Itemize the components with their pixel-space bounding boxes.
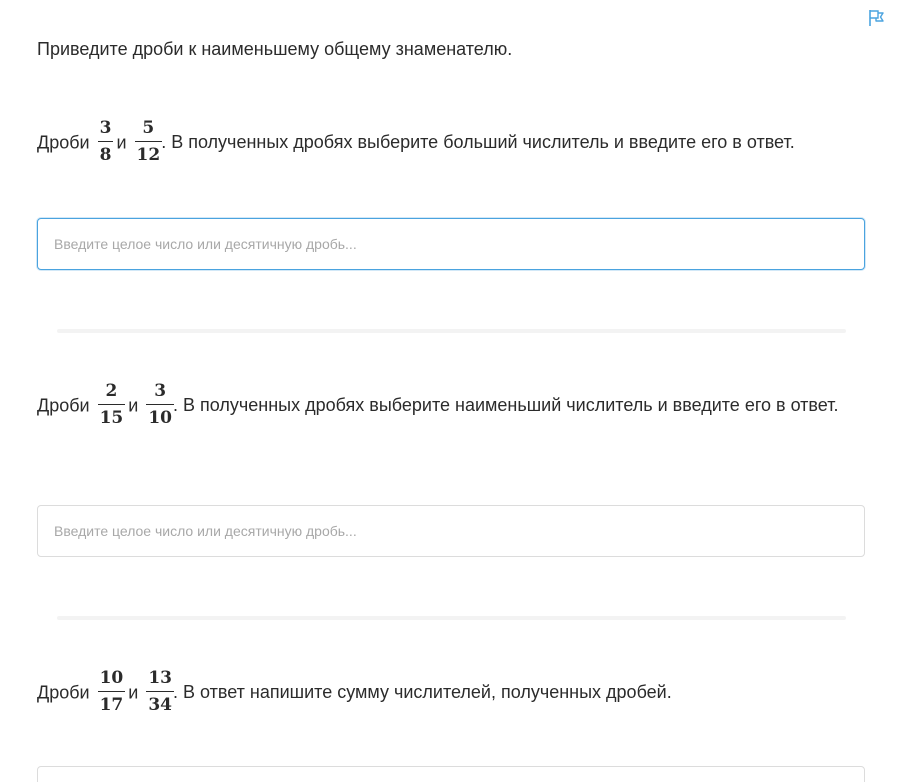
fraction xyxy=(135,118,163,165)
answer-input-1[interactable] xyxy=(37,218,865,270)
denominator: 17 xyxy=(99,695,124,715)
denominator: 15 xyxy=(99,408,124,428)
task-prefix: Дроби xyxy=(37,682,90,703)
numerator: 13 xyxy=(146,668,174,692)
conjunction: и xyxy=(116,132,127,153)
answer-input-3[interactable] xyxy=(37,766,865,782)
divider xyxy=(57,329,846,333)
task-1-text xyxy=(37,120,842,167)
denominator: 10 xyxy=(148,408,173,428)
numerator: 5 xyxy=(135,118,163,142)
flag-icon[interactable] xyxy=(867,9,885,27)
fraction xyxy=(146,381,174,428)
conjunction: и xyxy=(128,395,139,416)
denominator: 8 xyxy=(99,145,112,165)
answer-input-2[interactable] xyxy=(37,505,865,557)
conjunction: и xyxy=(128,682,139,703)
task-2-text xyxy=(37,383,842,430)
numerator: 3 xyxy=(146,381,174,405)
fraction xyxy=(98,381,126,428)
fraction xyxy=(146,668,174,715)
task-3-text xyxy=(37,670,842,717)
fraction xyxy=(98,668,126,715)
numerator: 2 xyxy=(98,381,126,405)
task-prefix: Дроби xyxy=(37,132,90,153)
fraction xyxy=(98,118,114,165)
denominator: 12 xyxy=(136,145,161,165)
task-suffix: . В полученных дробях выберите больший числитель и введите его в ответ. xyxy=(161,132,795,153)
numerator: 10 xyxy=(98,668,126,692)
task-suffix: . В ответ напишите сумму числителей, полученных дробей. xyxy=(173,682,672,703)
task-suffix: . В полученных дробях выберите наименьший числитель и введите его в ответ. xyxy=(173,395,839,416)
numerator: 3 xyxy=(98,118,114,142)
denominator: 34 xyxy=(148,695,173,715)
task-prefix: Дроби xyxy=(37,395,90,416)
instruction-text: Приведите дроби к наименьшему общему знаменателю. xyxy=(37,39,513,59)
divider xyxy=(57,616,846,620)
